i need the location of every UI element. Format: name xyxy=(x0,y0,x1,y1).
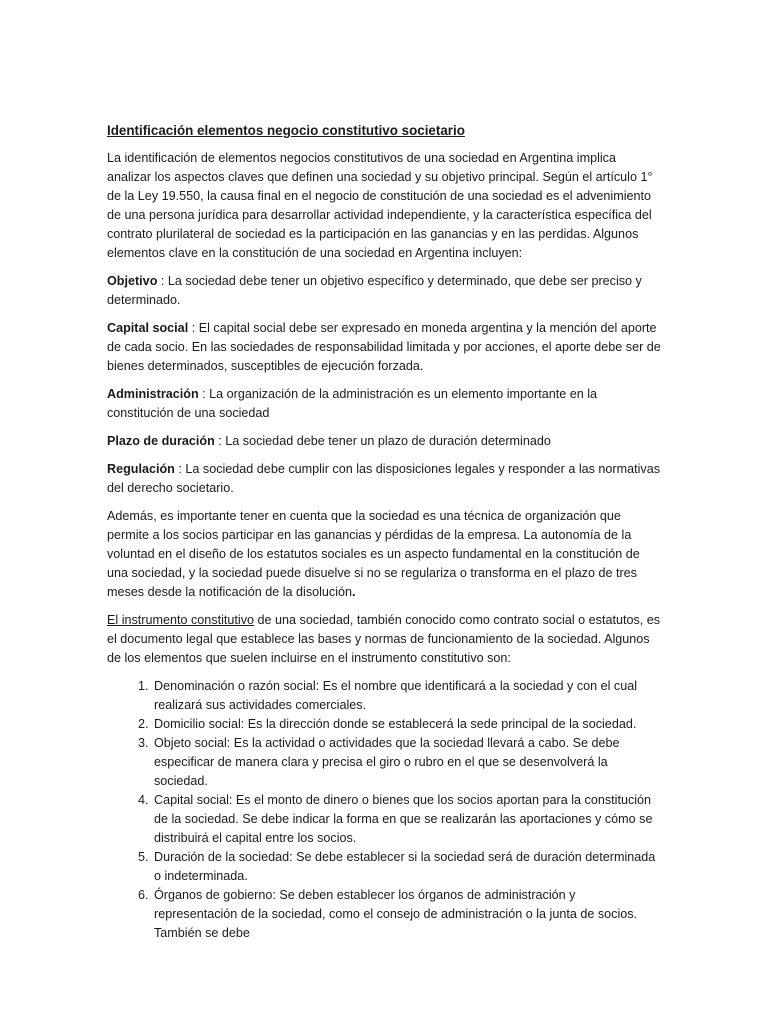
additional-end: . xyxy=(352,585,356,599)
element-term: Objetivo xyxy=(107,274,158,288)
document-title: Identificación elementos negocio constitutivo societario xyxy=(107,123,465,138)
intro-paragraph: La identificación de elementos negocios constitutivos de una sociedad en Argentina implica analizar los aspectos claves que definen una sociedad y su objetivo principal. Según el artículo 1° de la Ley 19.550, la causa final en el negocio de constitución de una sociedad es el advenimiento de una persona jurídica para desarrollar actividad independiente, y la característica específica del contrato plurilateral de sociedad es la participación en las ganancias y en las perdidas. Algunos elementos clave en la constitución de una sociedad en Argentina incluyen: xyxy=(107,151,653,260)
element-objetivo xyxy=(107,272,662,310)
element-text: : La organización de la administración es un elemento importante en la constitución de una sociedad xyxy=(107,387,598,420)
list-item: 1. Denominación o razón social: Es el nombre que identificará a la sociedad y con el cual realizará sus actividades comerciales. xyxy=(152,677,662,715)
additional-text: Además, es importante tener en cuenta que la sociedad es una técnica de organización que permite a los socios participar en las ganancias y pérdidas de la empresa. La autonomía de la voluntad en el diseño de los estatutos sociales es un aspecto fundamental en la constitución de una sociedad, y la sociedad puede disuelve si no se regulariza o transforma en el plazo de tres meses desde la notificación de la disolución xyxy=(107,509,640,599)
instrument-term: El instrumento constitutivo xyxy=(107,613,254,627)
element-term: Regulación xyxy=(107,462,175,476)
instrument-paragraph xyxy=(107,611,662,668)
instrument-text: de una sociedad, también conocido como contrato social o estatutos, es el documento legal que establece las bases y normas de funcionamiento de la sociedad. Algunos de los elementos que suelen incluirse en el instrumento constitutivo son: xyxy=(107,613,661,665)
element-capital-social xyxy=(107,319,662,376)
list-item: 5. Duración de la sociedad: Se debe establecer si la sociedad será de duración determinada o indeterminada. xyxy=(152,848,662,886)
element-term: Plazo de duración xyxy=(107,434,215,448)
element-text: : La sociedad debe tener un objetivo específico y determinado, que debe ser preciso y determinado. xyxy=(107,274,642,307)
list-item: 3. Objeto social: Es la actividad o actividades que la sociedad llevará a cabo. Se debe especificar de manera clara y precisa el giro o rubro en el que se desenvolverá la sociedad. xyxy=(152,734,662,791)
element-text: : La sociedad debe cumplir con las disposiciones legales y responder a las normativas del derecho societario. xyxy=(107,462,661,495)
element-plazo-duracion xyxy=(107,432,662,451)
element-text: : La sociedad debe tener un plazo de duración determinado xyxy=(214,434,551,448)
list-item: 2. Domicilio social: Es la dirección donde se establecerá la sede principal de la sociedad. xyxy=(152,715,662,734)
additional-paragraph xyxy=(107,507,662,602)
instrument-elements-list xyxy=(107,677,662,943)
element-regulacion xyxy=(107,460,662,498)
element-administracion xyxy=(107,385,662,423)
element-text: : El capital social debe ser expresado en moneda argentina y la mención del aporte de cada socio. En las sociedades de responsabilidad limitada y por acciones, el aporte debe ser de bienes determinados, susceptibles de ejecución forzada. xyxy=(107,321,661,373)
element-term: Capital social xyxy=(107,321,189,335)
element-term: Administración xyxy=(107,387,199,401)
list-item: 6. Órganos de gobierno: Se deben establecer los órganos de administración y representación de la sociedad, como el consejo de administración o la junta de socios. También se debe xyxy=(152,886,662,943)
list-item: 4. Capital social: Es el monto de dinero o bienes que los socios aportan para la constitución de la sociedad. Se debe indicar la forma en que se realizarán las aportaciones y cómo se distribuirá el capital entre los socios. xyxy=(152,791,662,848)
